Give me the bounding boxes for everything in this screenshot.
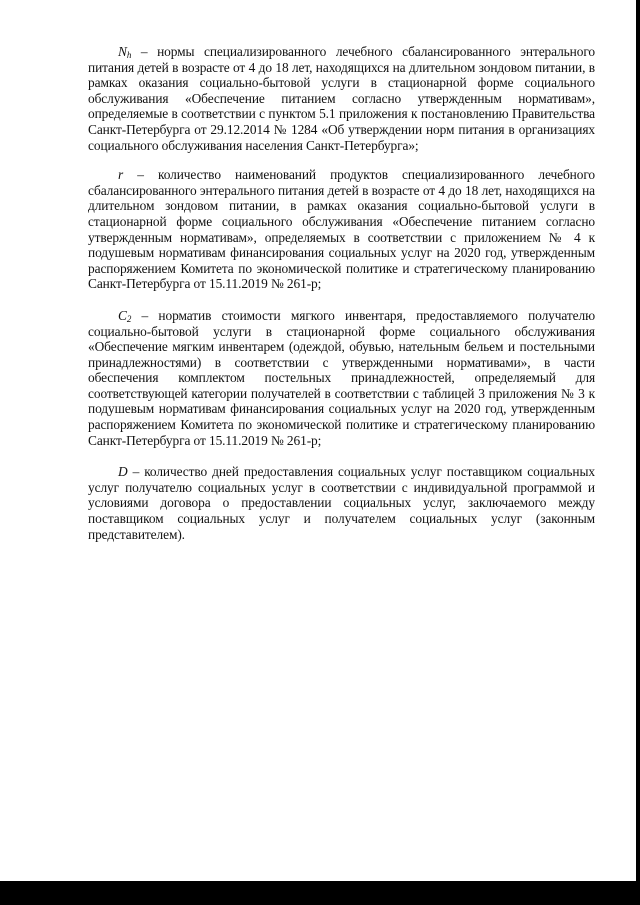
definition-paragraph-nh (88, 44, 595, 153)
definition-paragraph-c2 (88, 308, 595, 448)
variable-symbol: r (118, 167, 124, 183)
variable-symbol: D (118, 464, 128, 480)
definition-paragraph-r (88, 167, 599, 292)
definition-paragraph-d (88, 464, 595, 542)
definition-text: – норматив стоимости мягкого инвентаря, предоставляемого получателю социально-бытовой услуги в стационарной форме социального обслуживания «Обеспечение мягким инвентарем (одеждой, обувью, нательным бельем и постельными принадлежностями) в соответствии с утвержденными нормативами», в части обеспечения комплектом постельных принадлежностей, определяемый для соответствующей категории получателей в соответствии с таблицей 3 приложения № 3 к подушевым нормативам финансирования социальных услуг на 2020 год, утвержденным распоряжением Комитета по экономической политике и стратегическому планированию Санкт-Петербурга от 15.11.2019 № 261-р; (88, 307, 595, 448)
scan-edge-bottom (0, 881, 640, 905)
definition-text: – количество дней предоставления социальных услуг поставщиком социальных услуг получателю социальных услуг в соответствии с индивидуальной программой и условиями договора о предоставлении социальных услуг, заключаемого между поставщиком социальных услуг и получателем социальных услуг (законным представителем). (88, 464, 595, 542)
variable-symbol: $N_h$ (118, 44, 132, 60)
scan-edge-right (636, 0, 640, 905)
definition-text: – нормы специализированного лечебного сбалансированного энтерального питания детей в возрасте от 4 до 18 лет, находящихся на длительном зондовом питании, в рамках оказания социально-бытовой услуги в стационарной форме социального обслуживания «Обеспечение питанием согласно утвержденным нормативам», определяемые в соответствии с пунктом 5.1 приложения к постановлению Правительства Санкт-Петербурга от 29.12.2014 № 1284 «Об утверждении норм питания в организациях социального обслуживания населения Санкт-Петербурга»; (88, 44, 595, 153)
variable-symbol: $C_2$ (118, 307, 132, 324)
definition-text: – количество наименований продуктов специализированного лечебного сбалансированного энтерального питания детей в возрасте от 4 до 18 лет, находящихся на длительном зондовом питании, в рамках оказания социально-бытовой услуги в стационарной форме социального обслуживания «Обеспечение питанием согласно утвержденным нормативам», определяемых в соответствии с приложением № 4 к подушевым нормативам финансирования социальных услуг на 2020 год, утвержденным распоряжением Комитета по экономической политике и стратегическому планированию Санкт-Петербурга от 15.11.2019 № 261-р; (88, 167, 599, 292)
document-body (88, 44, 599, 542)
